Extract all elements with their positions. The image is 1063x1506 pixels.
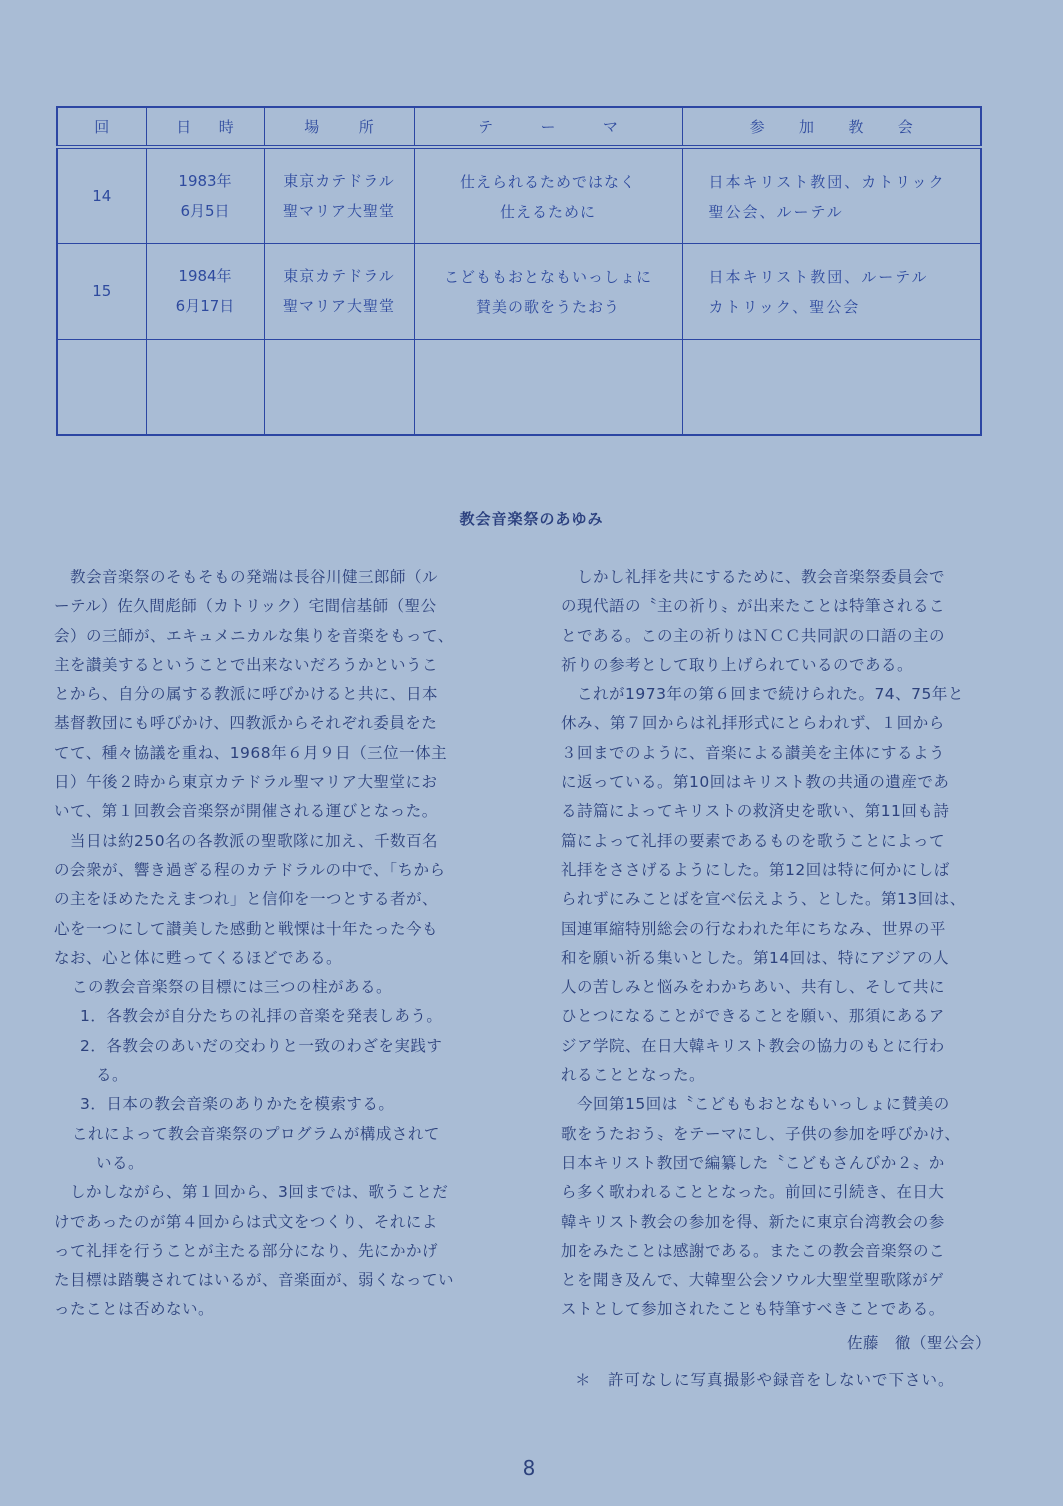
theme-line: 賛美の歌をうたおう <box>475 297 620 316</box>
pillar-item: 3．日本の教会音楽のありかたを模索する。 <box>80 1095 395 1114</box>
row-theme <box>414 243 682 339</box>
text-line: ら多く歌われることとなった。前回に引続き、在日大 <box>561 1183 945 1202</box>
header-number: 回 <box>57 107 146 147</box>
text-line: 日）午後２時から東京カテドラル聖マリア大聖堂にお <box>54 773 438 792</box>
events-table <box>56 106 982 436</box>
text-line: なお、心と体に甦ってくるほどである。 <box>54 948 343 967</box>
header-date-char: 時 <box>218 118 234 136</box>
header-date-char: 日 <box>176 118 192 136</box>
pillar-item: 1．各教会が自分たちの礼拝の音楽を発表しあう。 <box>80 1007 443 1026</box>
text-line: 和を願い祈る集いとした。第14回は、特にアジアの人 <box>561 948 950 967</box>
text-line: いて、第１回教会音楽祭が開催される運びとなった。 <box>54 802 438 821</box>
churches-line: 聖公会、ルーテル <box>708 203 844 221</box>
right-paragraphs <box>561 563 1001 1325</box>
empty-cell <box>414 339 682 435</box>
header-place-char: 場 <box>304 118 320 136</box>
text-line: 加をみたことは感謝である。またこの教会音楽祭のこ <box>561 1241 946 1260</box>
text-line: ーテル）佐久間彪師（カトリック）宅間信基師（聖公 <box>54 597 437 616</box>
text-line: とを聞き及んで、大韓聖公会ソウル大聖堂聖歌隊がゲ <box>561 1271 945 1290</box>
text-line: 心を一つにして讃美した感動と戦慄は十年たった今も <box>54 919 439 938</box>
place-line: 東京カテドラル <box>283 171 395 190</box>
row-date <box>146 243 264 339</box>
text-line: 日本キリスト教団で編纂した〝こどもさんびか２〟か <box>561 1153 945 1172</box>
table-row-empty <box>57 339 981 435</box>
row-churches <box>682 147 981 243</box>
text-line: ひとつになることができることを願い、那須にあるア <box>561 1007 945 1026</box>
table-row <box>57 243 981 339</box>
text-line: って礼拝を行うことが主たる部分になり、先にかかげ <box>54 1241 439 1260</box>
pillar-item: 2．各教会のあいだの交わりと一致のわざを実践す <box>80 1036 443 1055</box>
header-theme <box>414 107 682 147</box>
table-row <box>57 147 981 243</box>
header-theme-char: テ <box>478 118 494 136</box>
text-line: 国連軍縮特別総会の行なわれた年にちなみ、世界の平 <box>561 919 946 938</box>
churches-line: カトリック、聖公会 <box>708 297 861 316</box>
text-line: の会衆が、響き過ぎる程のカテドラルの中で、「ちから <box>54 860 446 879</box>
program-sentence: これによって教会音楽祭のプログラムが構成されて <box>72 1124 440 1143</box>
article-right-column <box>561 563 1001 1395</box>
place-line: 東京カテドラル <box>283 267 395 285</box>
program-sentence-continued: いる。 <box>96 1153 145 1172</box>
text-line: た目標は踏襲されてはいるが、音楽面が、弱くなってい <box>54 1271 455 1290</box>
left-paragraphs-2 <box>54 1178 494 1324</box>
empty-cell <box>57 339 146 435</box>
header-churches-char: 加 <box>799 118 815 136</box>
text-line: 人の苦しみと悩みをわかちあい、共有し、そして共に <box>561 978 946 997</box>
text-line: れることとなった。 <box>561 1066 706 1085</box>
theme-line: 仕えられるためではなく <box>459 173 636 191</box>
text-line: る詩篇によってキリストの救済史を歌い、第11回も詩 <box>561 802 950 821</box>
row-place <box>264 147 414 243</box>
header-churches-char: 会 <box>897 118 913 136</box>
article-left-column <box>54 563 494 1325</box>
text-line: の主をほめたたえまつれ」と信仰を一つとする者が、 <box>54 890 439 909</box>
theme-line: 仕えるために <box>499 203 596 221</box>
text-line: 歌をうたおう〟をテーマにし、子供の参加を呼びかけ、 <box>561 1124 961 1143</box>
text-line: 主を讃美するということで出来ないだろうかというこ <box>54 655 439 674</box>
header-theme-char: マ <box>602 118 618 136</box>
text-line: ったことは否めない。 <box>54 1300 215 1319</box>
header-place-char: 所 <box>358 118 374 136</box>
text-line: 今回第15回は〝こどももおとなもいっしょに賛美の <box>561 1095 950 1114</box>
text-line: しかし礼拝を共にするために、教会音楽祭委員会で <box>561 568 946 586</box>
text-line: に返っている。第10回はキリスト教の共通の遺産であ <box>561 773 950 792</box>
article-title: 教会音楽祭のあゆみ <box>459 510 604 528</box>
table-header-row <box>57 107 981 147</box>
text-line: ３回までのように、音楽による讃美を主体にするよう <box>561 743 946 762</box>
header-churches <box>682 107 981 147</box>
page-number: 8 <box>522 1456 536 1480</box>
header-churches-char: 教 <box>848 118 864 136</box>
date-day: 6月17日 <box>175 297 235 315</box>
text-line: 会）の三師が、エキュメニカルな集りを音楽をもって、 <box>54 626 454 645</box>
text-line: ストとして参加されたことも特筆すべきことである。 <box>561 1300 945 1319</box>
text-line: てて、種々協議を重ね、1968年６月９日（三位一体主 <box>54 743 448 762</box>
text-line: 基督教団にも呼びかけ、四教派からそれぞれ委員をた <box>54 714 438 733</box>
text-line: の現代語の〝主の祈り〟が出来たことは特筆されるこ <box>561 597 946 616</box>
text-line: られずにみことばを宣べ伝えよう、とした。第13回は、 <box>561 890 966 909</box>
text-line: 祈りの参考として取り上げられているのである。 <box>561 655 914 674</box>
text-line: とから、自分の属する教派に呼びかけると共に、日本 <box>54 685 439 704</box>
place-line: 聖マリア大聖堂 <box>282 201 395 220</box>
empty-cell <box>682 339 981 435</box>
text-line: 当日は約250名の各教派の聖歌隊に加え、千数百名 <box>54 831 439 850</box>
row-number: 15 <box>57 243 146 339</box>
churches-line: 日本キリスト教団、カトリック <box>708 173 946 191</box>
text-line: 礼拝をささげるようにした。第12回は特に何かにしば <box>561 860 950 879</box>
text-line: 休み、第７回からは礼拝形式にとらわれず、１回から <box>561 714 945 733</box>
pillar-item-continued: る。 <box>96 1066 129 1085</box>
text-line: 教会音楽祭のそもそもの発端は長谷川健三郎師（ル <box>54 568 439 586</box>
date-year: 1983年 <box>178 171 232 190</box>
pillars-intro: この教会音楽祭の目標には三つの柱がある。 <box>72 978 393 997</box>
header-place <box>264 107 414 147</box>
date-year: 1984年 <box>178 267 232 285</box>
theme-line: こどももおとなもいっしょに <box>443 267 652 286</box>
header-theme-char: ー <box>540 118 556 136</box>
date-day: 6月5日 <box>180 201 230 220</box>
text-line: 篇によって礼拝の要素であるものを歌うことによって <box>561 831 946 850</box>
text-line: けであったのが第４回からは式文をつくり、それによ <box>54 1212 438 1231</box>
empty-cell <box>146 339 264 435</box>
header-date <box>146 107 264 147</box>
row-date <box>146 147 264 243</box>
row-churches <box>682 243 981 339</box>
text-line: これが1973年の第６回まで続けられた。74、75年と <box>561 685 964 704</box>
text-line: ジア学院、在日大韓キリスト教会の協力のもとに行わ <box>561 1036 945 1055</box>
author: 佐藤 徹（聖公会） <box>846 1333 991 1352</box>
churches-line: 日本キリスト教団、ルーテル <box>708 267 929 286</box>
text-line: しかしながら、第１回から、3回までは、歌うことだ <box>54 1183 449 1202</box>
left-paragraphs <box>54 563 494 973</box>
row-number: 14 <box>57 147 146 243</box>
row-place <box>264 243 414 339</box>
text-line: とである。この主の祈りはＮＣＣ共同訳の口語の主の <box>561 626 946 645</box>
text-line: 韓キリスト教会の参加を得、新たに東京台湾教会の参 <box>561 1212 945 1231</box>
place-line: 聖マリア大聖堂 <box>282 297 395 315</box>
photo-notice: ＊ 許可なしに写真撮影や録音をしないで下さい。 <box>575 1371 955 1390</box>
empty-cell <box>264 339 414 435</box>
header-churches-char: 参 <box>749 118 765 136</box>
row-theme <box>414 147 682 243</box>
